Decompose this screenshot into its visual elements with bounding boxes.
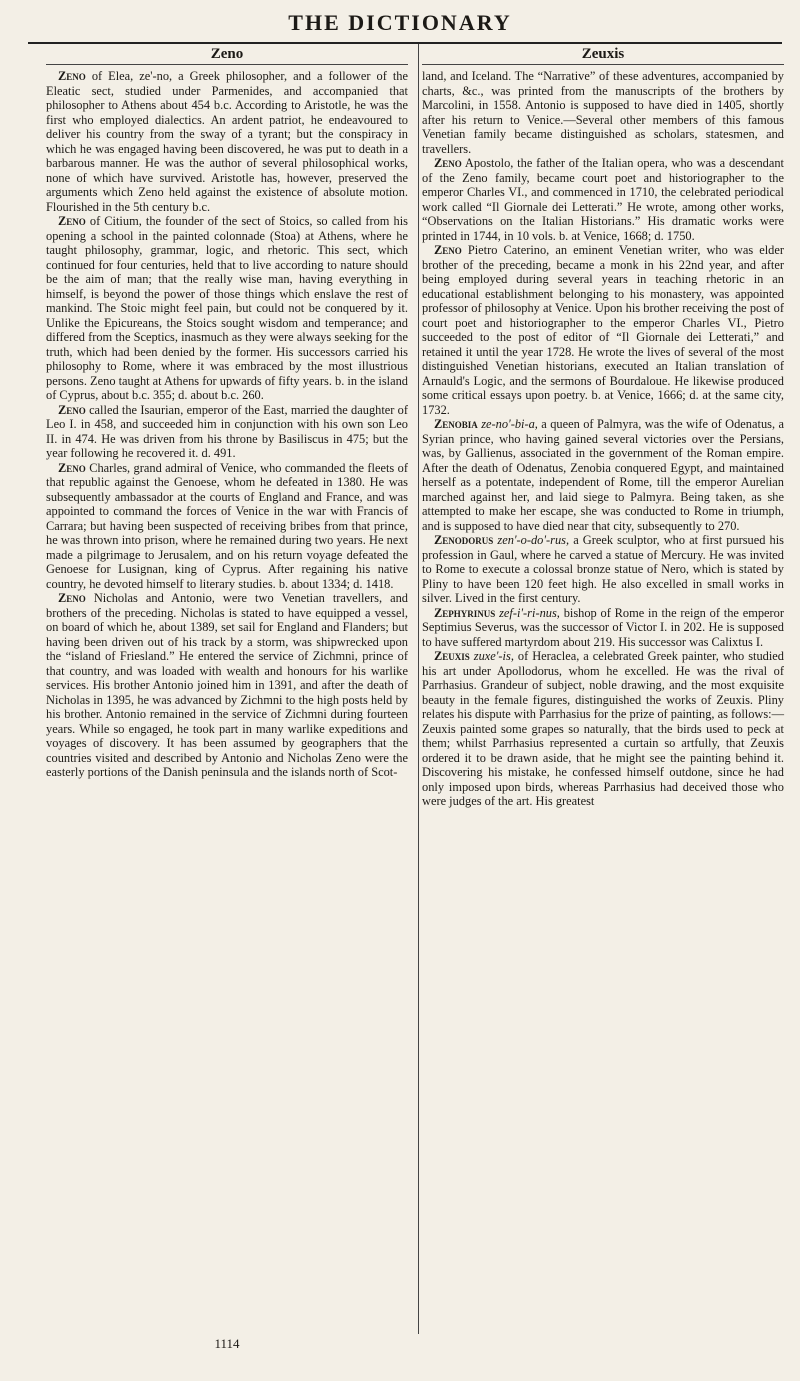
entry-body: a queen of Palmyra, was the wife of Odenatus, a Syrian prince, who having gained several victories over the Persians, was, by Gallienus, associated in the government of the Roman empire. After the death of Odenatus, Zenobia conquered Egypt, and maintained herself as a potentate, independent of Rome, till the emperor Aurelian marched against her, and laid siege to Palmyra. Being taken, as she attempted to make her escape, she was conducted to Rome in triumph, and is supposed to have died near that city, subsequently to 270. [422,417,784,533]
entry-headword: Zenobia [434,417,478,431]
entry-headword: Zeno [434,156,462,170]
page-title: THE DICTIONARY [288,10,512,35]
entry-body: of Citium, the founder of the sect of Stoics, so called from his opening a school in the painted colonnade (Stoa) at Athens, where he taught philosophy, grammar, logic, and rhetoric. This sect, which continued for four centuries, held that to live according to nature should be the aim of man; that the really wise man, having everything in himself, is beyond the power of those things which enslave the rest of mankind. The Stoic might feel pain, but could not be conquered by it. Unlike the Epicureans, the Stoics sought wisdom and temperance; and differed from the Sceptics, inasmuch as they were always seeking for the truth, which had been denied by the former. His successors carried his philosophy to Rome, where it was embraced by the most illustrious persons. Zeno taught at Athens for upwards of fifty years. b. in the island of Cyprus, about b.c. 355; d. about b.c. 260. [46,214,409,402]
entry-zeno-pietro [422,243,784,417]
entry-zeno-of-elea [46,69,408,214]
entry-pronunciation: zef-i'-ri-nus, [499,605,560,620]
entry-pronunciation: ze-no'-bi-a, [481,417,538,431]
entry-headword: Zeno [58,591,86,605]
entry-headword: Zeno [58,69,86,83]
entry-headword: Zeno [434,243,462,257]
entry-body: called the Isaurian, emperor of the East, married the daughter of Leo I. in 458, and succeeded him in conjunction with his own son Leo II. in 474. He was driven from his throne by Basiliscus in 475; but the year following he recovered it. d. 491. [46,402,408,460]
entry-pronunciation: zuxe'-is, [473,649,514,663]
entry-zeno-isaurian [46,403,408,461]
column-divider [418,44,419,1334]
entry-pronunciation: zen'-o-do'-rus, [497,533,570,547]
entry-zephyrinus [422,606,784,650]
entry-zeno-nicholas-antonio [46,591,408,780]
entry-zeno-charles [46,461,408,592]
entry-zeno-apostolo [422,156,784,243]
entry-headword: Zeno [58,402,86,417]
entry-body: a Greek sculptor, who at first pursued his profession in Gaul, where he carved a statue of Mercury. He was invited to Rome to execute a colossal bronze statue of Nero, which is stated by Pliny to have been 120 feet high. He also excelled in small works in silver. Lived in the first century. [422,533,784,605]
entry-body: Nicholas and Antonio, were two Venetian travellers, and brothers of the preceding. Nicholas is stated to have equipped a vessel, on board of which he, about 1389, set sail for England and Flanders; but having been driven out of his track by a storm, was shipwrecked upon the “island of Friesland.” He entered the service of Zichmni, prince of that country, and was loaded with wealth and honours for his warlike services. His brother Antonio joined him in 1391, and after the death of Nicholas in 1395, he was advanced by Zichmni to the high posts held by his brother. Antonio remained in the service of Zichmni during fourteen years. While so engaged, he took part in many warlike expeditions and voyages of discovery. It has been assumed by geographers that the countries visited and described by Antonio and Nicholas Zeno were the easterly portions of the Danish peninsula and the islands north of Scot- [46,591,408,779]
entry-body: Pietro Caterino, an eminent Venetian writer, who was elder brother of the preceding, became a monk in his 22nd year, and after being employed during several years in teaching rhetoric in an educational establishment belonging to his monastery, was appointed professor of philosophy at Venice. Upon his brother receiving the post of court poet and historiographer to the emperor Charles VI., Pietro succeeded to the post of editor of “Il Giornale dei Letterati,” and retained it until the year 1728. He wrote the lives of several of the most distinguished Venetian historians, executed an Italian translation of Arnauld's Logic, and the sermons of Bourdaloue. He likewise produced some critical essays upon poetry. b. at Venice, 1666; d. at the same city, 1732. [422,243,784,417]
entry-continuation: land, and Iceland. The “Narrative” of these adventures, accompanied by charts, &c., was printed from the manuscripts of the brothers by Marcolini, in 1558. Antonio is supposed to have died in 1405, shortly after his return to Venice.—Several other members of this famous Venetian family became distinguished as scholars, statesmen, and travellers. [422,69,784,156]
entry-zenodorus [422,533,784,606]
entry-body: bishop of Rome in the reign of the emperor Septimius Severus, was the successor of Victor I. in 202. He is supposed to have suffered martyrdom about 219. His successor was Calixtus I. [422,605,784,649]
left-column [46,44,408,780]
entry-headword: Zenodorus [434,533,494,547]
entry-body: Apostolo, the father of the Italian opera, who was a descendant of the Zeno family, became court poet and historiographer to the emperor Charles VI., and commenced in 1710, the celebrated periodical work called “Il Giornale dei Letterati.” He wrote, among other works, “Observations on the Italian Historians.” His dramatic works were printed in 1744, in 10 vols. b. at Venice, 1668; d. 1750. [422,156,784,243]
entry-zeno-of-citium [46,214,408,403]
entry-body: Charles, grand admiral of Venice, who commanded the fleets of that republic against the Genoese, whom he defeated in 1380. He was subsequently ambassador at the courts of England and France, and was appointed to command the forces of Venice in the war with Francis of Carrara; but having been suspected of receiving bribes from that prince, he was thrown into prison, where he remained during two years. He next made a pilgrimage to Jerusalem, and on his return voyage defeated the Genoese for Lusignan, king of Cyprus. After regaining his native country, he devoted himself to literary studies. b. about 1334; d. 1418. [46,460,408,591]
entry-zenobia [422,417,784,533]
left-column-header: Zeno [46,44,408,65]
entry-headword: Zephyrinus [434,605,496,620]
entry-zeuxis [422,649,784,809]
entry-headword: Zeno [58,214,86,228]
right-column-header: Zeuxis [422,44,784,65]
entry-headword: Zeno [58,460,86,475]
entry-headword: Zeuxis [434,649,470,663]
entry-body: of Elea, ze'-no, a Greek philosopher, and a follower of the Eleatic sect, studied under Parmenides, and accompanied that philosopher to Athens about 454 b.c. According to Aristotle, he was the first who employed dialectics. An ardent patriot, he endeavoured to deliver his country from the sway of a tyrant; but the conspiracy in which he was engaged having been discovered, he was put to death in a barbarous manner. He was the author of several philosophical works, none of which have survived. Aristotle has, however, preserved the arguments which Zeno held against the existence of absolute motion. Flourished in the 5th century b.c. [46,69,408,214]
right-column [422,44,784,809]
entry-body: of Heraclea, a celebrated Greek painter, who studied his art under Apollodorus, whom he excelled. He was the rival of Parrhasius. Grandeur of subject, noble drawing, and the most exquisite beauty in the female figures, distinguished the works of Zeuxis. Pliny relates his dispute with Parrhasius for the prize of painting, as follows:—Zeuxis painted some grapes so naturally, that the birds used to peck at them; whilst Parrhasius represented a curtain so artfully, that Zeuxis ordered it to be drawn aside, that he might see the painting behind it. Discovering his mistake, he confessed himself outdone, since he had only imposed upon birds, whereas Parrhasius had deceived those who were judges of the art. His greatest [422,649,785,808]
page-number: 1114 [214,1336,240,1351]
